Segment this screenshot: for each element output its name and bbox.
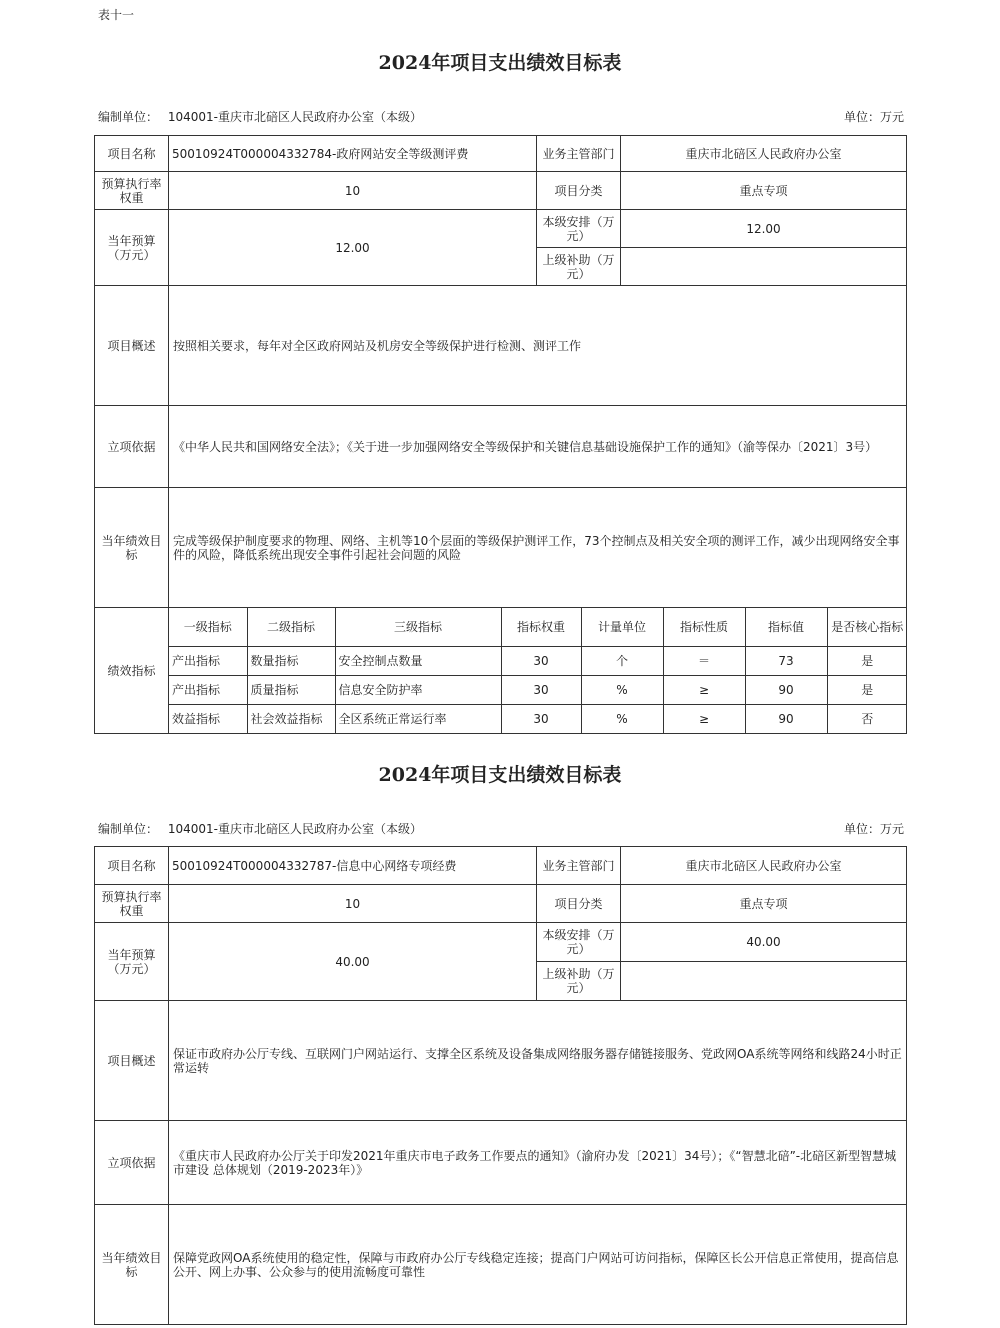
category-value: 重点专项 (621, 172, 907, 210)
indicator-cell: 90 (745, 704, 827, 733)
indicator-cell: 数量指标 (247, 646, 335, 675)
local-label: 本级安排（万元） (537, 923, 621, 962)
indicator-cell: 73 (745, 646, 827, 675)
org-value: 104001-重庆市北碚区人民政府办公室（本级） (167, 110, 422, 124)
indicator-header: 计量单位 (581, 608, 663, 646)
weight-label: 预算执行率权重 (95, 172, 169, 210)
category-label: 项目分类 (537, 885, 621, 923)
weight-label: 预算执行率权重 (95, 885, 169, 923)
project-name-label: 项目名称 (95, 136, 169, 172)
indicator-cell: % (581, 675, 663, 704)
goal-value: 完成等级保护制度要求的物理、网络、主机等10个层面的等级保护测评工作，73个控制点及相关安全项的测评工作，减少出现网络安全事件的风险，降低系统出现安全事件引起社会问题的风险 (169, 488, 907, 608)
indicator-cell: 产出指标 (169, 675, 247, 704)
indicator-cell: ＝ (663, 646, 745, 675)
indicator-header-row (169, 608, 907, 646)
project-name-value: 50010924T000004332784-政府网站安全等级测评费 (169, 136, 537, 172)
weight-value: 10 (169, 885, 537, 923)
indicator-cell: 质量指标 (247, 675, 335, 704)
indicator-cell: 90 (745, 675, 827, 704)
category-label: 项目分类 (537, 172, 621, 210)
indicator-header: 一级指标 (169, 608, 247, 646)
indicator-cell: % (581, 704, 663, 733)
indicator-header: 二级指标 (247, 608, 335, 646)
upper-value (621, 248, 907, 286)
form-meta (98, 820, 904, 837)
unit-label: 单位：万元 (843, 822, 904, 836)
budget-value: 40.00 (169, 923, 537, 1001)
budget-label: 当年预算（万元） (95, 923, 169, 1001)
indicator-header: 指标权重 (501, 608, 581, 646)
unit-label: 单位：万元 (843, 110, 904, 124)
form-title: 2024年项目支出绩效目标表 (378, 764, 622, 786)
overview-label: 项目概述 (95, 286, 169, 406)
performance-form (94, 846, 907, 1325)
local-value: 12.00 (621, 210, 907, 248)
overview-label: 项目概述 (95, 1001, 169, 1121)
budget-value: 12.00 (169, 210, 537, 286)
project-name-label: 项目名称 (95, 847, 169, 885)
dept-label: 业务主管部门 (537, 847, 621, 885)
org-label: 编制单位： (98, 822, 159, 836)
basis-label: 立项依据 (95, 1121, 169, 1205)
overview-value: 按照相关要求，每年对全区政府网站及机房安全等级保护进行检测、测评工作 (169, 286, 907, 406)
indicator-cell: 社会效益指标 (247, 704, 335, 733)
indicators-cell (169, 608, 907, 734)
local-value: 40.00 (621, 923, 907, 962)
org-label: 编制单位： (98, 110, 159, 124)
indicator-cell: 效益指标 (169, 704, 247, 733)
project-name-value: 50010924T000004332787-信息中心网络专项经费 (169, 847, 537, 885)
indicator-row (169, 646, 907, 675)
goal-value: 保障党政网OA系统使用的稳定性，保障与市政府办公厅专线稳定连接；提高门户网站可访问指标，保障区长公开信息正常使用，提高信息公开、网上办事、公众参与的使用流畅度可靠性 (169, 1205, 907, 1325)
overview-value: 保证市政府办公厅专线、互联网门户网站运行、支撑全区系统及设备集成网络服务器存储链接服务、党政网OA系统等网络和线路24小时正常运转 (169, 1001, 907, 1121)
basis-value: 《重庆市人民政府办公厅关于印发2021年重庆市电子政务工作要点的通知》（渝府办发〔2021〕34号）；《“智慧北碚”-北碚区新型智慧城市建设 总体规划（2019-2023年）》 (169, 1121, 907, 1205)
indicator-cell: 全区系统正常运行率 (335, 704, 501, 733)
indicator-row (169, 675, 907, 704)
goal-label: 当年绩效目标 (95, 488, 169, 608)
goal-label: 当年绩效目标 (95, 1205, 169, 1325)
indicator-header: 是否核心指标 (827, 608, 907, 646)
indicators-label: 绩效指标 (95, 608, 169, 734)
indicator-cell: 30 (501, 675, 581, 704)
upper-label: 上级补助（万元） (537, 248, 621, 286)
dept-value: 重庆市北碚区人民政府办公室 (621, 136, 907, 172)
dept-label: 业务主管部门 (537, 136, 621, 172)
indicator-header: 指标值 (745, 608, 827, 646)
indicator-row (169, 704, 907, 733)
upper-value (621, 962, 907, 1001)
indicator-header: 指标性质 (663, 608, 745, 646)
dept-value: 重庆市北碚区人民政府办公室 (621, 847, 907, 885)
form-meta (98, 108, 904, 125)
basis-value: 《中华人民共和国网络安全法》；《关于进一步加强网络安全等级保护和关键信息基础设施保护工作的通知》（渝等保办〔2021〕3号） (169, 406, 907, 488)
indicator-cell: 30 (501, 646, 581, 675)
indicator-cell: 产出指标 (169, 646, 247, 675)
budget-label: 当年预算（万元） (95, 210, 169, 286)
upper-label: 上级补助（万元） (537, 962, 621, 1001)
org-value: 104001-重庆市北碚区人民政府办公室（本级） (167, 822, 422, 836)
indicator-cell: 安全控制点数量 (335, 646, 501, 675)
indicator-cell: ≥ (663, 675, 745, 704)
indicator-cell: 是 (827, 675, 907, 704)
indicator-cell: 30 (501, 704, 581, 733)
indicator-cell: 信息安全防护率 (335, 675, 501, 704)
indicator-header: 三级指标 (335, 608, 501, 646)
category-value: 重点专项 (621, 885, 907, 923)
indicator-cell: 否 (827, 704, 907, 733)
table-number-label: 表十一 (98, 8, 135, 22)
weight-value: 10 (169, 172, 537, 210)
basis-label: 立项依据 (95, 406, 169, 488)
local-label: 本级安排（万元） (537, 210, 621, 248)
indicators-table (169, 608, 907, 733)
indicator-cell: ≥ (663, 704, 745, 733)
indicator-cell: 个 (581, 646, 663, 675)
performance-form (94, 135, 907, 734)
form-title: 2024年项目支出绩效目标表 (378, 52, 622, 74)
indicator-cell: 是 (827, 646, 907, 675)
